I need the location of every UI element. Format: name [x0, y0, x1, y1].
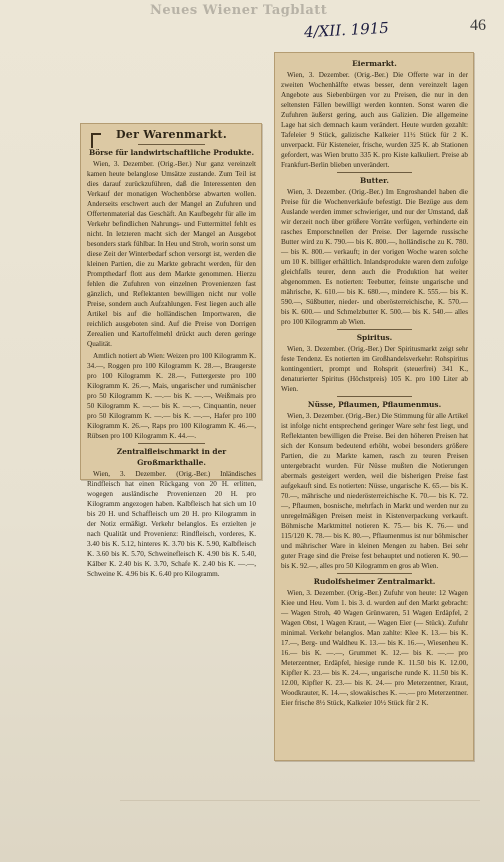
right-clipping	[274, 52, 474, 761]
handwritten-date: 4/XII. 1915	[303, 18, 390, 42]
page-number: 46	[470, 17, 486, 34]
section-title: Nüsse, Pflaumen, Pflaumenmus.	[307, 400, 442, 409]
divider	[337, 172, 412, 173]
divider	[138, 144, 206, 145]
divider	[337, 573, 412, 574]
article-paragraph: Wien, 3. Dezember. (Orig.-Ber.) Nur ganz vereinzelt kamen heute belanglose Umsätze zustande. Zum Teil ist dies darauf zurückzuführen, daß die Interessenten den Verkauf der monatigen Wochenbörse abwarten wollen. Anderseits erschwert auch der Mangel an Zufuhren und Offertenmaterial das Geschäft. An Kaufbegehr für alle im Verkehr befindlichen Nahrungs- und Futtermittel fehlt es nicht. In letzteren macht sich der Mangel an Ausgebot besonders stark fühlbar. In Heu und Stroh, worin sonst um diese Zeit der Winterbedarf schon versorgt ist, werden die kleinen Partien, die zu Markte gebracht werden, für den Prompthedarf flott aus dem Markte genommen. Hierzu fehlen die Zufuhren von einzelnen Provenienzen fast gänzlich, und Reflektanten bewilligen nicht nur volle Preise, sondern auch Aufzahlungen. Fest liegen auch alle Artikel bis auf die holländischen Importwaren, die reichlich ausgeboten sind. Auf die Preise von Dorrigen Zerealien und Kartoffelmehl drückt auch deren geringe Qualität.	[87, 160, 256, 348]
section-title: Spiritus.	[356, 333, 393, 342]
section-title: Rudolfsheimer Zentralmarkt.	[313, 577, 436, 586]
corner-mark	[91, 133, 101, 148]
section-title: Eiermarkt.	[352, 59, 397, 68]
article-paragraph: Wien, 3. Dezember. (Orig.-Ber.) Der Spiritusmarkt zeigt sehr feste Tendenz. Es notierten im Großhandelsverkehr: Rohspiritus kontingentiert, prompt und Rohsprit (steuerfrei) 341 K., denaturierter Spiritus (Höchstpreis) 105 K. pro 100 Liter ab Wien.	[281, 345, 468, 393]
left-clipping	[80, 123, 262, 578]
divider	[138, 443, 206, 444]
section-title: Butter.	[360, 176, 389, 185]
article-paragraph: Wien, 3. Dezember. (Orig.-Ber.) Inländisches Rindfleisch hat einen Rückgang von 20 H. erlitten, wogegen ausländische Provenienzen 20 H. pro Kilogramm angezogen haben. Kalbfleisch hat sich um 10 bis 20 H. und Schaffleisch um 20 H. pro Kilogramm in der Notiz ermäßigt. Verkehr belanglos. Es erzielten je nach Qualität und Provenienz: Rindfleisch, vorderes, K. 3.40 bis K. 5.12, hinteres K. 3.70 bis K. 5.90, Kalbfleisch K. 3.60 bis K. 5.70, Schweinefleisch K. 4.90 bis K. 5.40, Kälber K. 2.40 bis K. 3.70, Schafe K. 2.40 bis K. —.—, Schweine K. 4.96 bis K. 6.40 pro Kilogramm.	[87, 470, 256, 578]
clipping-title: Der Warenmarkt.	[115, 128, 228, 141]
section-title: Börse für landwirtschaftliche Produkte.	[88, 148, 255, 157]
divider	[337, 329, 412, 330]
article-paragraph: Wien, 3. Dezember. (Orig.-Ber.) Die Offerte war in der zweiten Wochenhälfte etwas besser, denn vereinzelt lagen Angebote aus Siebenbürgen vor zu Preisen, die nur in den seltensten Fällen bewilligt werden konnten. Sonst waren die Zufuhren äußerst gering, auch aus Galizien. Die allgemeine Lage hat sich demnach kaum verändert. Heute wurden gezahlt: Tafeleier 9 Stück, galizische Kalkeier 11½ Stück für 2 K. unverpackt. Für Kisteneier, frische, wurden 325 K. ab Stationen gefordert, was Wien brutto 335 K. pro Kiste kalkuliert. Preise ab Frankfurt-Berlin blieben unverändert.	[281, 71, 468, 169]
article-paragraph: Wien, 3. Dezember. (Orig.-Ber.) Zufuhr von heute: 12 Wagen Kiee und Heu. Vom 1. bis 3. d. wurden auf den Markt gebracht: — Wagen Stroh, 40 Wagen Grünwaren, 51 Wagen Erdäpfel, 2 Wagen Obst, 1 Wagen Kraut, — Wagen Eier (— Stück). Zufuhr minimal. Verkehr belanglos. Man zahlte: Klee K. 13.— bis K. 17.—, Berg- und Waldheu K. 13.— bis K. 16.—, Wiesenheu K. 16.— bis K. —.—, Grummet K. 12.— bis K. —.— pro Meterzentner, Erdäpfel, hiesige runde K. 11.50 bis K. 12.00, Kipfler K. 23.— bis K. 24.—, ungarische runde K. 11.50 bis K. 12.00, Kipfler K. 23.— bis K. 24.— pro Meterzentner, Kraut, Woodkrauter, K. 14.—, slowakisches K. —.— pro Meterzentner. Eier frische 8½ Stück, Kalkeier 10½ Stück für 2 K.	[281, 589, 468, 707]
section-title: Zentralfleischmarkt in der Großmarkthalle.	[116, 447, 227, 467]
divider	[337, 396, 412, 397]
article-paragraph: Wien, 3. Dezember. (Orig.-Ber.) Die Stimmung für alle Artikel ist infolge nicht entsprechend geringer Ware sehr fest liegt, und Reflektanten bewilligen die Preise. Bei den höheren Preisen hat sich der Konsum bedeutend erhöht, wobei besonders größere Partien, die zu Markte kamen, rasch zu teuren Preisen untergebracht wurden. Für Nüsse mußten die Notierungen abermals gesteigert werden, weil die bisherigen Preise fast aufgekauft sind. Es notierten: Nüsse, ungarische K. 65.— bis K. 70.—, mährische und niederösterreichische K. 70.— bis K. 72.—, Pflaumen, bosnische, mehrfach in Markt und werden nur zu unregelmäßigen Preisen meist in Kistenverpackung verkauft. Böhmische Marktmittel notieren K. 75.— bis K. 76.— und 115/120 K. 78.— bis K. 80.—, Pflaumenmus ist nur böhmischer und mährischer Ware in kleinen Mengen zu haben. Bei sehr guter Frage sind die Preise fest behauptet und notieren K. 90.— bis K. 92.—, alles pro 50 Kilogramm en gros ab Wien.	[281, 412, 468, 570]
newspaper-masthead: Neues Wiener Tagblatt	[150, 3, 328, 18]
article-paragraph: Wien, 3. Dezember. (Orig.-Ber.) Im Engroshandel haben die Preise für die Wochenverkäufe befestigt. Die Bezüge aus dem Auslande werden immer schwieriger, und nur der Umstand, daß wir derzeit noch über größere Vorräte verfügen, verhinderte ein rasches Emporschnellen der Preise. Der lagernde russische Butter wird zu K. 790.— bis K. 800.—, holländische zu K. 780.— bis K. 800.— verkauft; in der vorigen Woche waren solche um 10 K. billiger erhältlich. Inlandsprodukte waren dem zufolge gleichfalls teurer, denn auch die Produktion hat weiter abgenommen. Es notierten: Teebutter, feinste ungarische und mährische, K. 610.— bis K. 680.—, mindere K. 555.— bis K. 590.—, Süßbutter, nieder- und oberösterreichische, K. 570.— bis K. 600.— und Schmelzbutter K. 500.— bis K. 540.— alles pro 100 Kilogramm ab Wien.	[281, 188, 468, 326]
article-paragraph: Amtlich notiert ab Wien: Weizen pro 100 Kilogramm K. 34.—, Roggen pro 100 Kilogramm K. 28.—, Braugerste pro 100 Kilogramm K. 28.—, Futtergerste pro 100 Kilogramm K. 26.—, Mais, ungarischer und rumänischer pro 50 Kilogramm K. —.— bis K. —.—, Weißmais pro 50 Kilogramm K. —.— bis K. —.—, Cinquantin, neuer pro 50 Kilogramm K. —.— bis K. —.—, Hafer pro 100 Kilogramm K. 26.—, Raps pro 100 Kilogramm K. 46.—, Rübsen pro 100 Kilogramm K. 44.—.	[87, 352, 256, 440]
paper-crease	[120, 800, 480, 801]
